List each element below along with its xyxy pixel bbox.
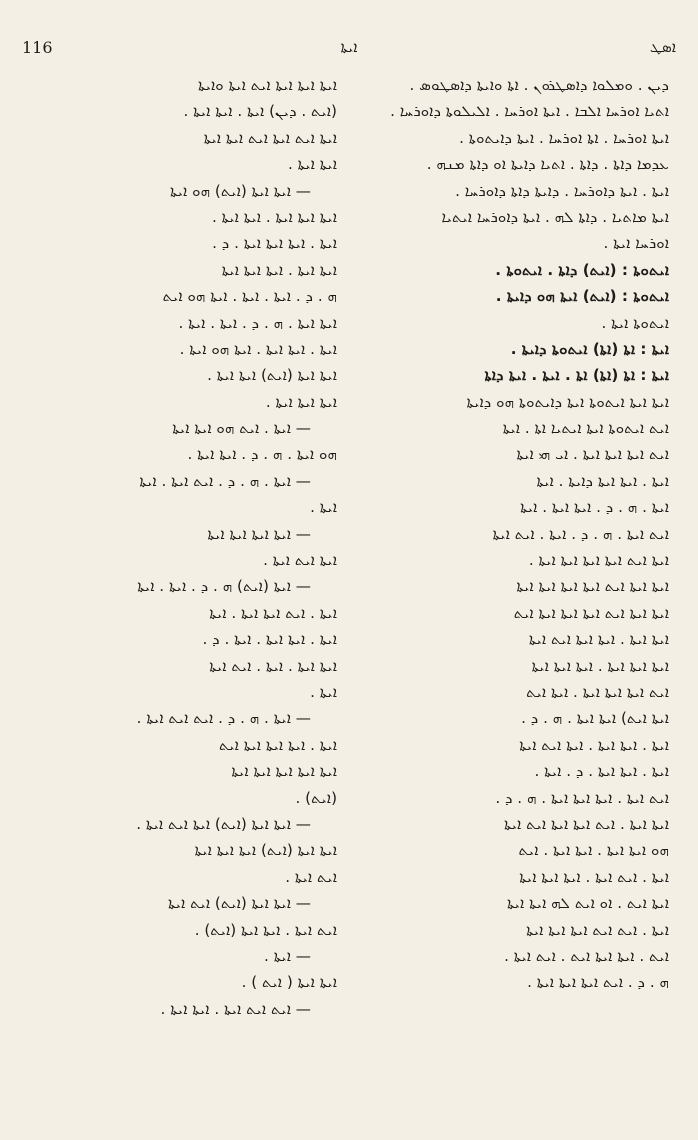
text-line: ܐܝܬܐ ܐܝܬܐ . — [287, 155, 337, 174]
page-number: 116 — [22, 38, 53, 57]
text-line: ܕܝܢ . ܘܡܠܘܐ ܕܐܣܛܪܘܢ . ܐܬܐ ܘܐܝܬܐ ܕܐܣܛܘܣ . — [409, 76, 669, 94]
text-line: ܐܝܬܐ ܐܝܬܐ ܐܝܬܐ ܐܝܬܐ ܐܝܬܐ — [231, 762, 337, 781]
entry-headword-line: ܐܝܬܐ : ܐܬܐ (ܐܬܐ) ܐܬܐ . ܐܝܬܐ . ܐܝܬܐ ܕܐܬܐ — [484, 366, 669, 385]
text-line: (ܐܝܬ . ܕܝܢ) ܐܝܬܐ . ܐܝܬܐ ܐܝܬܐ . — [183, 102, 337, 121]
text-line: ܐܝܬܐ . ܐܝܬܐ ܐܝܬܐ . ܐܝܬܐ . ܕ . — [202, 630, 337, 649]
text-line: ܐܝܬܐ ܐܝܬܐ ܐܝܬܐ ܐܝܬ ܐܝܬܐ ܘܐܝܬܐ — [198, 76, 337, 94]
text-line: ܐܝܬܐ . ܐܝܬܐ ܐܝܬܐ . ܐܝܬܐ ܐܝܬ ܐܝܬܐ — [519, 735, 669, 754]
text-line: ܐܝܬ ܐܝܬܐ . ܗ . ܕ . ܐܝܬܐ . ܐܝܬ ܐܝܬܐ — [492, 524, 669, 543]
text-line: ܐܝܬܐ . ܐܝܬܐ ܐܝܬܐ . ܕ . ܐܝܬܐ . — [534, 762, 669, 781]
text-line: — ܐܝܬ ܐܝܬ ܐܝܬܐ . ܐܝܬܐ ܐܝܬܐ . — [160, 999, 311, 1018]
text-line: ܐܘܪܚܐ ܐܝܬܐ . — [603, 234, 669, 253]
catchword: ܐܣܛ — [649, 38, 676, 56]
text-line: ܐܝܬܐ ܡܐܬܝܐ . ܕܐܬܐ ܠܗ . ܐܝܬܐ ܕܐܘܪܚܐ ܐܝܬܝܐ — [441, 207, 669, 226]
text-line: ܐܝܬ . ܐܝܬܐ ܐܝܬܐ ܐܝܬ . ܐܝܬ ܐܝܬܐ . — [504, 946, 669, 965]
text-line: ܐܝܬ ܐܝܬܐ . ܐܝܬܐ ܐܝܬܐ ܐܝܬܐ . ܗ . ܕ . — [495, 788, 669, 807]
text-line: ܐܝܬܐ ܐܝܬܐ . ܐܝܬܐ . ܐܝܬ ܐܝܬܐ — [209, 656, 337, 675]
text-line: ܐܝܬܐ . ܐܝܬܐ ܐܝܬܐ ܐܝܬܐ . ܕ . — [212, 234, 337, 253]
text-line: (ܐܝܬ) . — [295, 788, 337, 807]
text-line: ܐܝܬܐ . ܗ . ܕ . ܐܝܬܐ ܐܝܬܐ . ܐܝܬܐ — [520, 498, 669, 517]
text-line: ܐܝܬܐ ܐܝܬ . ܐܘ ܐܝܬ ܠܗ ܐܝܬܐ ܐܝܬܐ — [506, 894, 669, 913]
text-line: ܐܝܬܐ ܐܝܬܐ ܐܝܬܐ . ܐܝܬܐ ܐܝܬܐ . — [212, 207, 337, 226]
text-line: — ܐܝܬܐ . ܗ . ܕ . ܐܝܬ ܐܝܬܐ . ܐܝܬܐ — [139, 471, 311, 490]
text-line: ܗܘ ܐܝܬܐ ܐܝܬܐ . ܐܝܬܐ ܐܝܬܐ . ܐܝܬ — [518, 841, 669, 860]
text-line: — ܐܝܬܐ ܐܝܬܐ (ܐܝܬ) ܐܝܬܐ ܐܝܬ ܐܝܬܐ . — [136, 814, 311, 833]
text-line: ܐܬܝܐ ܐܘܪܚܐ ܐܠܒܐ . ܐܝܬܐ ܐܘܪܚܐ . ܐܠܝܠܘܬܐ ܕܐܘܪܚܐ . — [390, 102, 669, 121]
text-line: ܐܝܬ ܐܝܬܐ . ܐܝܬܐ ܐܝܬܐ (ܐܝܬ) . — [194, 920, 337, 939]
text-line: ܐܝܬܐ ܐܝܬܐ . ܐܝܬܐ ܐܝܬܐ ܐܝܬ ܐܝܬܐ — [528, 630, 669, 649]
text-line: ܐܝܬܐ ܐܝܬܐ . ܗ . ܕ . ܐܝܬܐ . ܐܝܬܐ . — [178, 313, 337, 332]
text-line: ܐܝܬܐ . — [310, 682, 337, 701]
text-line: ܐܝܬ ܐܝܬܘܬܐ ܐܝܬܐ ܐܝܬܝܐ ܐܬܐ . ܐܝܬܐ — [502, 419, 669, 438]
text-line: — ܐܝܬܐ . ܗ . ܕ . ܐܝܬ ܐܝܬ ܐܝܬܐ . — [136, 709, 311, 728]
text-line: ܐܝܬܐ ܐܝܬ) ܐܝܬܐ ܐܝܬܐ . ܗ . ܕ . — [521, 709, 669, 728]
text-line: — ܐܝܬܐ ܐܝܬܐ (ܐܝܬ) ܗܘ ܐܝܬܐ — [170, 181, 311, 200]
text-line: ܐܝܬܐ ܐܝܬܐ ܐܝܬ ܐܝܬܐ ܐܝܬܐ ܐܝܬܐ ܐܝܬܐ — [516, 577, 669, 596]
text-line: ܐܝܬܐ ܐܝܬܐ ܐܝܬ ܐܝܬܐ ܐܝܬܐ ܐܝܬܐ ܐܝܬ — [513, 603, 669, 622]
text-line: ܐܝܬܐ . ܐܝܬܐ ܕܐܘܪܚܐ . ܕܐܝܬܐ ܕܐܬܐ ܕܐܘܪܚܐ . — [455, 181, 669, 200]
text-line: ܐܝܬܐ ܐܝܬ ܐܝܬܐ ܐܝܬܐ ܐܝܬܐ ܐܝܬܐ . — [528, 551, 669, 570]
page-header — [22, 38, 676, 60]
text-line: ܐܝܬܐ . ܐܝܬ ܐܝܬܐ ܐܝܬܐ . ܐܝܬܐ — [209, 603, 337, 622]
text-line: ܐܝܬܐ . ܐܝܬܐ ܐܝܬܐ ܐܝܬܐ ܐܝܬ — [218, 735, 337, 754]
running-title: ܐܝܬܐ — [340, 38, 358, 56]
entry-headword-line: ܐܝܬܐ : ܐܬܐ (ܐܬܐ) ܐܝܬܘܬܐ ܕܐܝܬܐ . — [510, 339, 669, 358]
text-line: — ܐܝܬܐ ܐܝܬܐ ܐܝܬܐ ܐܝܬܐ — [207, 524, 311, 543]
right-column — [356, 72, 669, 1118]
text-line: ܐܝܬܐ ܐܝܬܐ . ܐܝܬܐ ܐܝܬܐ ܐܝܬܐ — [221, 260, 337, 279]
entry-headword-line: ܐܝܬܘܬܐ : (ܐܝܬ) ܐܝܬܐ ܗܘ ܕܐܝܬܐ . — [495, 287, 669, 306]
text-line: ܐܝܬܐ ܐܝܬܐ (ܐܝܬ) ܐܝܬܐ ܐܝܬܐ ܐܝܬܐ — [194, 841, 337, 860]
text-line: ܐܝܬ ܐܝܬܐ . — [285, 867, 337, 886]
text-line: ܗܘ ܐܝܬܐ . ܗ . ܕ . ܐܝܬܐ ܐܝܬܐ . — [187, 445, 337, 464]
text-line: ܐܝܬܐ . ܐܝܬܐ ܐܝܬܐ . ܐܝܬܐ ܗܘ ܐܝܬܐ . — [179, 339, 337, 358]
text-line: ܐܝܬܐ . ܐܝܬ ܐܝܬܐ . ܐܝܬܐ ܐܝܬܐ ܐܝܬܐ — [519, 867, 669, 886]
text-line: ܐܝܬܐ ܐܝܬ ܐܝܬܐ . — [263, 551, 337, 570]
text-line: ܥܕܡܐ ܕܐܬܐ . ܕܐܬܐ . ܐܬܝܐ ܕܐܝܬܐ ܐܘ ܕܐܬܐ ܡܢܗ . — [426, 155, 669, 174]
text-line: ܐܝܬܐ . — [310, 498, 337, 517]
text-line: ܐܝܬܐ ܐܘܪܚܐ . ܐܬܐ ܐܘܪܚܐ . ܐܝܬܐ ܕܐܝܬܘܬܐ . — [459, 128, 669, 147]
text-line: ܐܝܬܐ ܐܝܬܐ ܐܝܬܘܬܐ ܐܝܬܐ ܕܐܝܬܘܬܐ ܗܘ ܕܐܝܬܐ — [466, 392, 669, 411]
text-line: ܐܝܬܐ ܐܝܬܐ ( ܐܝܬ ) . — [241, 973, 337, 992]
text-line: — ܐܝܬܐ . ܐܝܬ ܗܘ ܐܝܬܐ ܐܝܬܐ — [172, 419, 311, 438]
text-line: ܐܝܬܐ ܐܝܬܐ ܐܝܬܐ . — [265, 392, 337, 411]
text-line: ܗ . ܕ . ܐܝܬ ܐܝܬܐ ܐܝܬܐ ܐܝܬܐ . — [527, 973, 669, 992]
text-line: ܐܝܬܐ ܐܝܬܐ (ܐܝܬ) ܐܝܬܐ ܐܝܬܐ . — [207, 366, 337, 385]
text-line: — ܐܝܬܐ . — [264, 946, 311, 965]
entry-headword-line: ܐܝܬܘܬܐ : (ܐܝܬ) ܕܐܬܐ . ܐܝܬܘܬܐ . — [495, 260, 669, 279]
text-line: ܗ . ܕ . ܐܝܬܐ . ܐܝܬܐ . ܐܝܬܐ ܗܘ ܐܝܬ — [162, 287, 337, 306]
text-line: ܐܝܬܐ . ܐܝܬ ܐܝܬ ܐܝܬܐ ܐܝܬܐ ܐܝܬܐ — [526, 920, 669, 939]
text-line: ܐܝܬܐ ܐܝܬ ܐܝܬܐ ܐܝܬ ܐܝܬܐ ܐܝܬܐ — [203, 128, 337, 147]
text-line: ܐܝܬܘܬܐ ܐܝܬܐ . — [601, 313, 669, 332]
text-line: ܐܝܬ ܐܝܬܐ ܐܝܬܐ ܐܝܬܐ . ܐܝ ܗܝ ܐܝܬܐ — [516, 445, 669, 464]
text-line: ܐܝܬܐ ܐܝܬܐ ܐܝܬܐ . ܐܝܬܐ ܐܝܬܐ ܐܝܬܐ — [531, 656, 669, 675]
text-line: — ܐܝܬܐ ܐܝܬܐ (ܐܝܬ) ܐܝܬ ܐܝܬܐ — [168, 894, 311, 913]
text-line: ܐܝܬ ܐܝܬܐ ܐܝܬܐ ܐܝܬܐ . ܐܝܬܐ ܐܝܬ — [526, 682, 669, 701]
left-column — [24, 72, 337, 1118]
text-line: ܐܝܬܐ ܐܝܬܐ . ܐܝܬ ܐܝܬܐ ܐܝܬܐ ܐܝܬ ܐܝܬܐ — [504, 814, 669, 833]
text-line: — ܐܝܬܐ (ܐܝܬ) ܗ . ܕ . ܐܝܬܐ . ܐܝܬܐ — [137, 577, 311, 596]
text-line: ܐܝܬܐ . ܐܝܬܐ ܐܝܬܐ ܕܐܝܬܐ . ܐܝܬܐ — [536, 471, 669, 490]
